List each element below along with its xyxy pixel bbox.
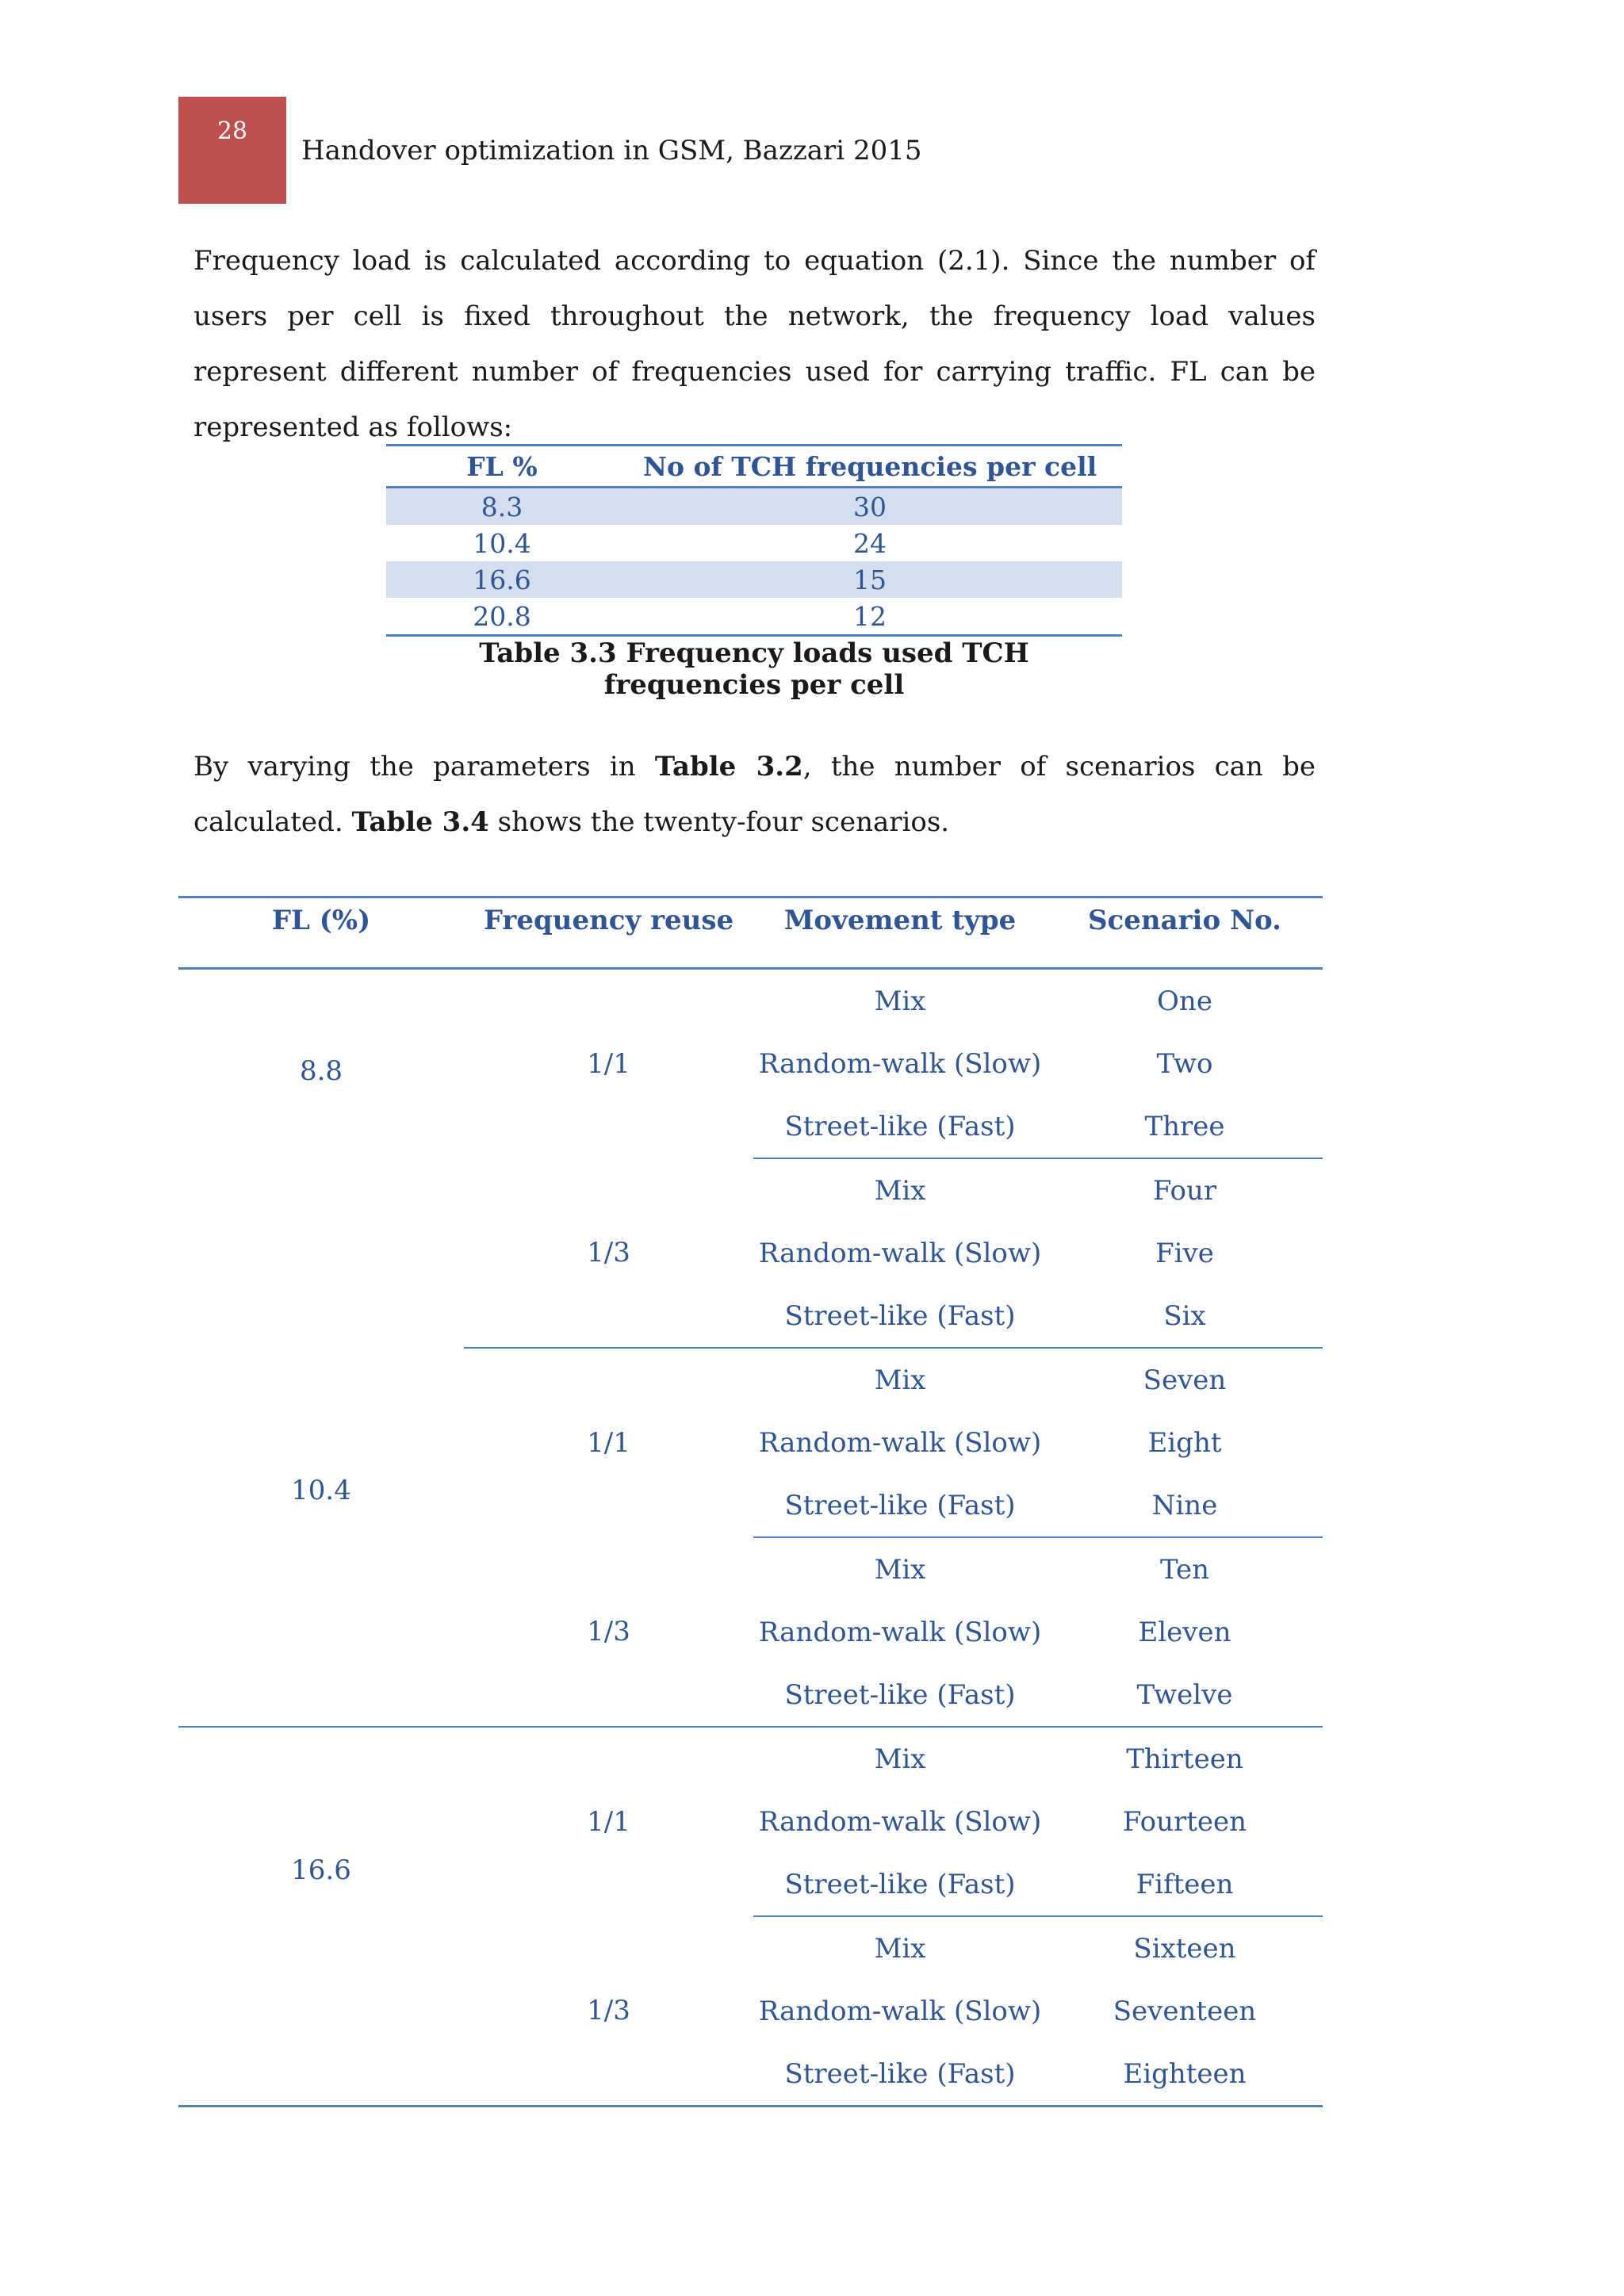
table-row <box>178 1727 1323 1790</box>
frequency-load-table <box>386 444 1122 637</box>
scenario-cell: Seven <box>1143 1364 1227 1396</box>
fl-cell: 16.6 <box>386 561 618 598</box>
movement-cell: Mix <box>874 1932 926 1965</box>
movement-cell: Street-like (Fast) <box>753 1095 1047 1158</box>
table-reference: Table 3.4 <box>351 806 489 838</box>
movement-cell: Street-like (Fast) <box>753 1284 1047 1348</box>
column-header-tch: No of TCH frequencies per cell <box>618 446 1122 488</box>
movement-cell: Random-walk (Slow) <box>758 1616 1042 1648</box>
scenario-cell: Twelve <box>1047 1663 1323 1727</box>
fl-cell: 8.3 <box>386 488 618 526</box>
table-row <box>178 969 1323 1033</box>
table-row <box>386 525 1122 561</box>
tch-cell: 30 <box>618 488 1122 526</box>
reuse-cell: 1/1 <box>587 1427 630 1459</box>
scenario-cell: Six <box>1047 1284 1323 1348</box>
scenario-cell: Fourteen <box>1122 1805 1247 1838</box>
running-header: Handover optimization in GSM, Bazzari 2015 <box>301 135 922 166</box>
movement-cell: Random-walk (Slow) <box>758 1805 1042 1838</box>
fl-cell: 16.6 <box>178 1727 464 2107</box>
scenario-cell: One <box>1157 985 1212 1017</box>
movement-cell: Street-like (Fast) <box>753 1853 1047 1916</box>
tch-cell: 12 <box>618 598 1122 636</box>
scenario-cell: Four <box>1152 1174 1217 1207</box>
table-header-row <box>386 446 1122 488</box>
movement-cell: Mix <box>874 1553 926 1586</box>
movement-cell: Random-walk (Slow) <box>758 1047 1042 1080</box>
fl-cell: 20.8 <box>386 598 618 636</box>
scenario-paragraph <box>193 739 1316 850</box>
movement-cell: Mix <box>874 985 926 1017</box>
paragraph-text: By varying the parameters in <box>193 751 655 783</box>
table-row <box>178 1348 1323 1411</box>
page-number-box <box>178 97 286 204</box>
fl-cell: 8.8 <box>299 1055 343 1087</box>
scenarios-table <box>178 896 1323 2107</box>
intro-paragraph: Frequency load is calculated according to equation (2.1). Since the number of users per cell is fixed throughout the network, the frequency load values represent different number of frequencies used for carrying traffic. FL can be represented as follows: <box>193 245 1316 443</box>
column-header-reuse: Frequency reuse <box>464 897 753 969</box>
column-header-movement: Movement type <box>753 897 1047 969</box>
table-header-row <box>178 897 1323 969</box>
table-caption: Table 3.3 Frequency loads used TCH frequencies per cell <box>479 637 1029 701</box>
table-row <box>386 488 1122 526</box>
column-header-fl: FL % <box>386 446 618 488</box>
scenario-cell: Eleven <box>1138 1616 1231 1648</box>
paragraph-text: shows the twenty-four scenarios. <box>488 806 950 838</box>
reuse-cell: 1/1 <box>587 1048 630 1080</box>
reuse-cell: 1/3 <box>464 1916 753 2107</box>
scenario-cell: Eight <box>1147 1426 1222 1459</box>
scenario-cell: Seventeen <box>1113 1995 1257 2027</box>
reuse-cell: 1/1 <box>587 1806 630 1838</box>
reuse-cell: 1/3 <box>464 1537 753 1727</box>
scenario-cell: Five <box>1155 1237 1214 1269</box>
column-header-fl: FL (%) <box>178 897 464 969</box>
scenario-cell: Sixteen <box>1133 1932 1236 1965</box>
movement-cell: Street-like (Fast) <box>753 1663 1047 1727</box>
movement-cell: Mix <box>874 1364 926 1396</box>
page-number: 28 <box>216 117 248 145</box>
tch-cell: 24 <box>853 527 887 559</box>
table-reference: Table 3.2 <box>654 751 803 783</box>
scenario-cell: Nine <box>1047 1474 1323 1537</box>
fl-cell: 10.4 <box>178 1348 464 1727</box>
scenario-cell: Thirteen <box>1126 1743 1243 1775</box>
scenario-cell: Three <box>1047 1095 1323 1158</box>
movement-cell: Street-like (Fast) <box>753 2042 1047 2107</box>
movement-cell: Random-walk (Slow) <box>758 1426 1042 1459</box>
movement-cell: Mix <box>874 1174 926 1207</box>
scenario-cell: Ten <box>1159 1553 1210 1586</box>
table-row <box>386 561 1122 598</box>
movement-cell: Mix <box>874 1743 926 1775</box>
reuse-cell: 1/3 <box>464 1158 753 1348</box>
table-row <box>386 598 1122 636</box>
column-header-scenario: Scenario No. <box>1047 897 1323 969</box>
movement-cell: Random-walk (Slow) <box>758 1237 1042 1269</box>
scenario-cell: Two <box>1156 1047 1213 1080</box>
scenario-cell: Fifteen <box>1047 1853 1323 1916</box>
fl-cell: 10.4 <box>473 527 531 559</box>
movement-cell: Random-walk (Slow) <box>758 1995 1042 2027</box>
paragraph-text: , the number of scenarios can be calculated. <box>193 751 1316 838</box>
tch-cell: 15 <box>618 561 1122 598</box>
movement-cell: Street-like (Fast) <box>753 1474 1047 1537</box>
scenario-cell: Eighteen <box>1047 2042 1323 2107</box>
